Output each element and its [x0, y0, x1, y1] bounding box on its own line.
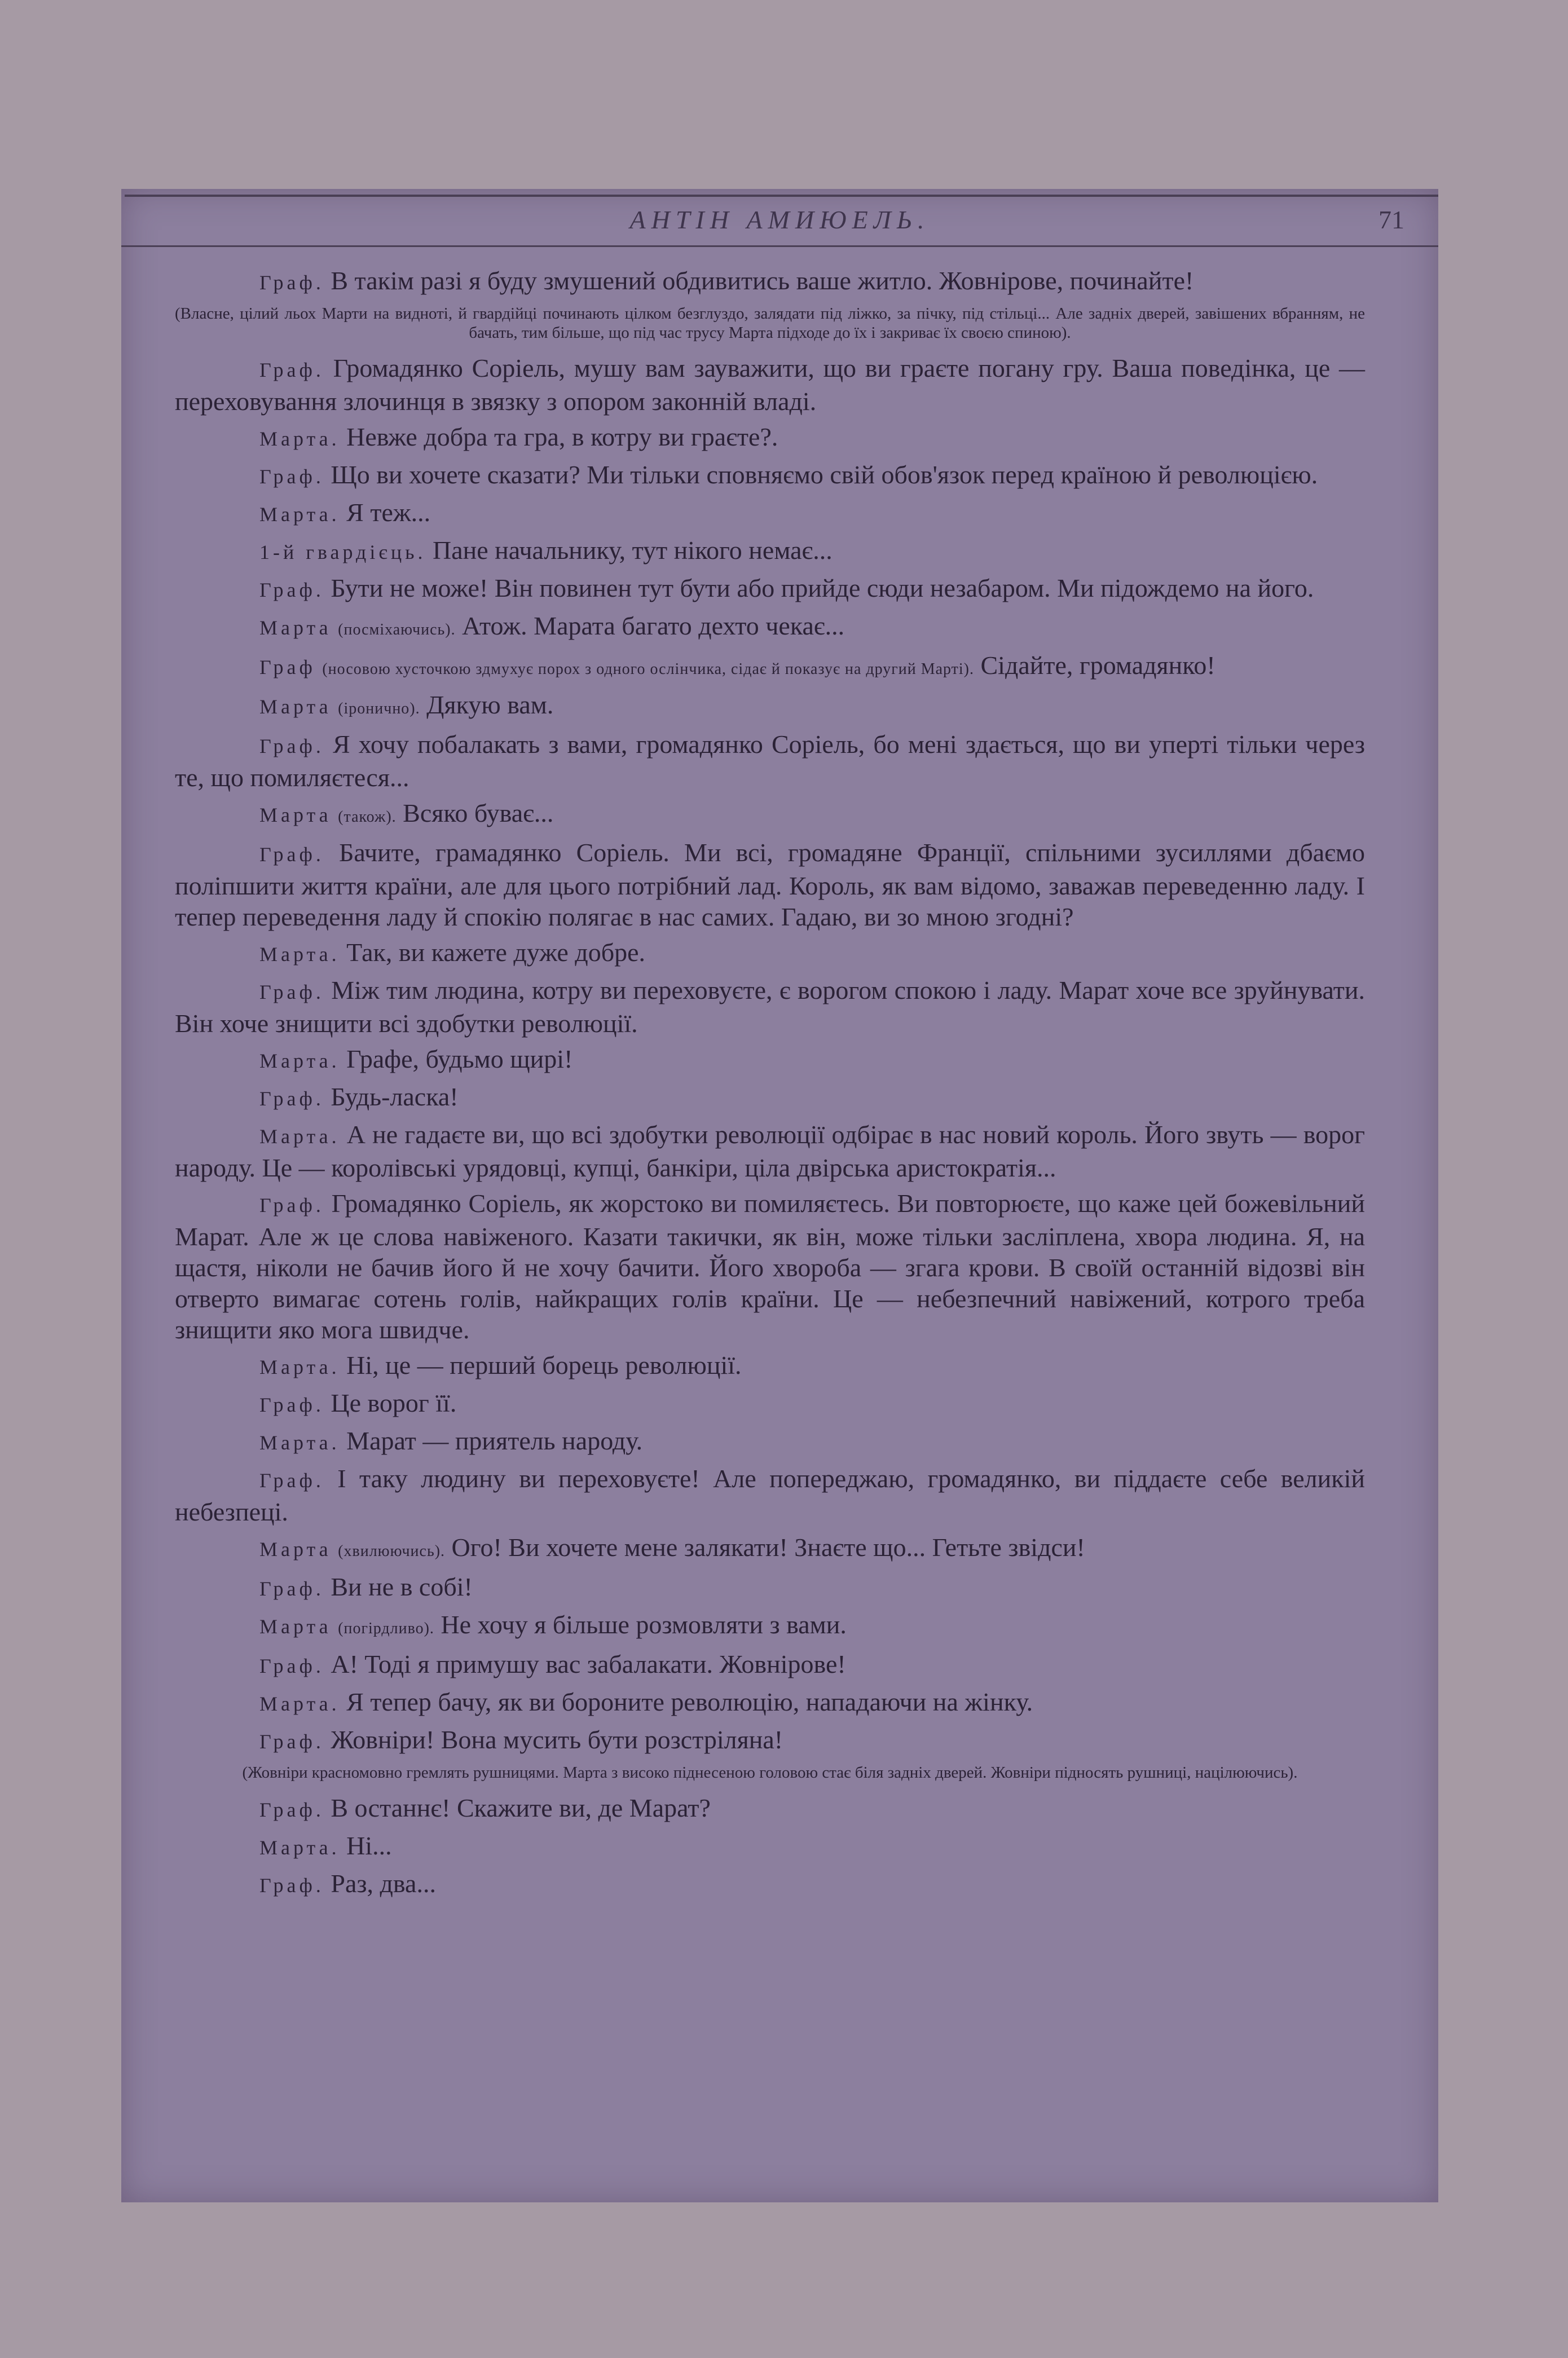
speaker-remark: (хвилюючись). [338, 1542, 446, 1560]
dialogue-line [175, 1649, 1365, 1682]
speaker-name: Граф. [259, 579, 324, 601]
dialogue-line [175, 1686, 1365, 1720]
dialogue-line [175, 1350, 1365, 1383]
speaker-name: Марта. [259, 1431, 340, 1454]
dialogue-line [175, 1387, 1365, 1421]
speaker-name: Марта. [259, 427, 340, 450]
dialogue-text: Жовніри! Вона мусить бути розстріляна! [331, 1725, 783, 1754]
dialogue-line [175, 1043, 1365, 1077]
header-rule-top [125, 195, 1438, 197]
stage-direction: (Власне, цілий льох Марти на видноті, й гвардійці починають цілком безглуздо, залядати під ліжко, за пічку, під стільці... Але задніх дверей, завішених вбранням, не бачать, тим більше, що під час трусу Марта підходе до їх і закриває їх своєю спиною). [175, 305, 1365, 342]
dialogue-text: А! Тоді я примушу вас забалакати. Жовнірове! [331, 1650, 846, 1678]
speaker-name: Граф. [259, 1394, 324, 1416]
dialogue-text: Що ви хочете сказати? Ми тільки сповняємо свій обов'язок перед країною й революцією. [331, 460, 1318, 489]
speaker-name: Граф. [259, 1194, 324, 1217]
dialogue-line [175, 837, 1365, 932]
running-head: АНТІН АМИЮЕЛЬ. [629, 205, 930, 234]
dialogue-line [175, 975, 1365, 1039]
page-number: 71 [1378, 205, 1404, 234]
dialogue-line [175, 535, 1365, 568]
dialogue-text: Між тим людина, котру ви переховуєте, є ворогом спокою і ладу. Марат хоче все зруйнувати. Він хоче знищити всі здобутки революції. [175, 976, 1365, 1038]
dialogue-text: Будь-ласка! [331, 1082, 459, 1111]
dialogue-line [175, 797, 1365, 832]
dialogue-line [175, 610, 1365, 645]
dialogue-line [175, 265, 1365, 298]
dialogue-text: Так, ви кажете дуже добре. [346, 938, 646, 967]
speaker-name: Граф [259, 656, 316, 678]
dialogue-text: Графе, будьмо щирі! [346, 1044, 573, 1073]
speaker-name: Граф. [259, 465, 324, 488]
dialogue-line [175, 729, 1365, 793]
dialogue-text: Я хочу побалакать з вами, громадянко Соріель, бо мені здається, що ви уперті тільки через те, що помиляєтеся... [175, 730, 1366, 792]
speaker-name: Граф. [259, 1655, 324, 1677]
book-page [121, 189, 1438, 2202]
dialogue-line [175, 1119, 1365, 1183]
dialogue-text: Ого! Ви хочете мене залякати! Знаєте що... Гетьте звідси! [451, 1533, 1085, 1562]
dialogue-text: Це ворог її. [331, 1389, 457, 1417]
dialogue-text: Громадянко Соріель, як жорстоко ви помиляєтесь. Ви повторюєте, що каже цей божевільний Марат. Але ж це слова навіженого. Казати такички, як він, може тільки засліплена, хвора людина. Я, на щастя, ніколи не бачив його й не хочу бачити. Його хвороба — згага крови. В своїй останній відозві він отверто вимагає сотень голів, найкращих голів країни. Це — небезпечний навіжений, котрого треба знищити яко мога швидче. [175, 1189, 1365, 1344]
dialogue-text: Раз, два... [331, 1869, 436, 1898]
dialogue-text: Пане начальнику, тут нікого немає... [433, 536, 833, 565]
dialogue-text: Дякую вам. [426, 690, 554, 719]
speaker-remark: (іронично). [338, 700, 420, 717]
speaker-name: Марта [259, 1615, 332, 1638]
dialogue-text: Бачите, грамадянко Соріель. Ми всі, громадяне Франції, спільними зусиллями дбаємо поліпшити життя країни, але для цього потрібний лад. Король, як вам відомо, заважав переведенню ладу. І тепер переведення ладу й спокію полягає в нас самих. Гадаю, ви зо мною згодні? [175, 838, 1365, 931]
dialogue-text: Атож. Марата багато дехто чекає... [462, 611, 845, 640]
play-text [175, 265, 1365, 1906]
speaker-name: Марта. [259, 1356, 340, 1378]
dialogue-text: Марат — приятель народу. [346, 1426, 643, 1455]
dialogue-line [175, 1724, 1365, 1757]
dialogue-line [175, 937, 1365, 970]
dialogue-text: Сідайте, громадянко! [980, 651, 1215, 680]
speaker-name: Граф. [259, 1799, 324, 1821]
speaker-remark: (носовою хусточкою здмухує порох з одного ослінчика, сідає й показує на другий Марті). [322, 660, 974, 678]
dialogue-line [175, 1609, 1365, 1644]
speaker-name: Граф. [259, 981, 324, 1003]
dialogue-text: Я теж... [346, 498, 431, 527]
speaker-remark: (також). [338, 808, 397, 826]
dialogue-text: А не гадаєте ви, що всі здобутки революції одбірає в нас новий король. Його звуть — ворог народу. Це — королівські урядовці, купці, банкіри, ціла двірська аристократія... [175, 1120, 1366, 1182]
dialogue-text: Громадянко Соріель, мушу вам зауважити, що ви граєте погану гру. Ваша поведінка, це — переховування злочинця в звязку з опором законній владі. [175, 354, 1366, 416]
dialogue-line [175, 1081, 1365, 1114]
dialogue-text: Ви не в собі! [331, 1572, 473, 1601]
dialogue-text: Не хочу я більше розмовляти з вами. [441, 1610, 847, 1639]
speaker-name: Марта [259, 804, 332, 826]
speaker-name: Граф. [259, 271, 324, 294]
dialogue-line [175, 1830, 1365, 1863]
dialogue-text: Ні... [346, 1831, 392, 1860]
dialogue-line [175, 1792, 1365, 1826]
speaker-name: Марта. [259, 1693, 340, 1715]
dialogue-line [175, 497, 1365, 530]
speaker-remark: (посміхаючись). [338, 621, 456, 638]
speaker-name: Граф. [259, 1087, 324, 1110]
speaker-name: Марта [259, 695, 332, 718]
header-rule-bottom [121, 245, 1438, 247]
speaker-name: Граф. [259, 735, 324, 757]
dialogue-text: Бути не може! Він повинен тут бути або прийде сюди незабаром. Ми підождемо на його. [331, 574, 1314, 602]
speaker-name: Граф. [259, 1874, 324, 1897]
speaker-name: Граф. [259, 359, 324, 381]
dialogue-line [175, 650, 1365, 685]
speaker-name: Марта. [259, 503, 340, 526]
dialogue-line [175, 1571, 1365, 1605]
dialogue-text: Невже добра та гра, в котру ви граєте?. [346, 422, 778, 451]
dialogue-text: Всяко буває... [403, 799, 554, 827]
speaker-name: Граф. [259, 1469, 324, 1492]
speaker-name: Марта. [259, 1125, 340, 1148]
speaker-remark: (погірдливо). [338, 1620, 434, 1637]
speaker-name: Марта. [259, 943, 340, 966]
dialogue-line [175, 459, 1365, 492]
stage-direction: (Жовніри красномовно гремлять рушницями. Марта з високо піднесеною головою стає біля задніх дверей. Жовніри підносять рушниці, націлюючись). [242, 1764, 1298, 1782]
speaker-name: Граф. [259, 1730, 324, 1753]
dialogue-text: В останнє! Скажите ви, де Марат? [331, 1793, 711, 1822]
dialogue-line [175, 572, 1365, 606]
dialogue-line [175, 1188, 1365, 1345]
dialogue-text: І таку людину ви переховуєте! Але попереджаю, громадянко, ви піддаєте себе великій небезпеці. [175, 1464, 1365, 1526]
dialogue-line [175, 421, 1365, 455]
dialogue-line [175, 352, 1365, 417]
speaker-name: Марта. [259, 1836, 340, 1859]
dialogue-text: Я тепер бачу, як ви бороните революцію, нападаючи на жінку. [346, 1687, 1033, 1716]
dialogue-line [175, 1532, 1365, 1567]
dialogue-line [175, 1463, 1365, 1527]
speaker-name: Граф. [259, 1577, 324, 1600]
dialogue-line [175, 689, 1365, 724]
speaker-name: Марта [259, 1538, 332, 1561]
speaker-name: Марта [259, 616, 332, 639]
speaker-name: 1-й гвардієць. [259, 541, 426, 563]
speaker-name: Марта. [259, 1050, 340, 1072]
dialogue-line [175, 1868, 1365, 1901]
dialogue-text: Ні, це — перший борець революції. [346, 1351, 742, 1379]
dialogue-text: В такім разі я буду змушений обдивитись ваше житло. Жовнірове, починайте! [331, 266, 1194, 295]
speaker-name: Граф. [259, 843, 324, 866]
dialogue-line [175, 1425, 1365, 1458]
